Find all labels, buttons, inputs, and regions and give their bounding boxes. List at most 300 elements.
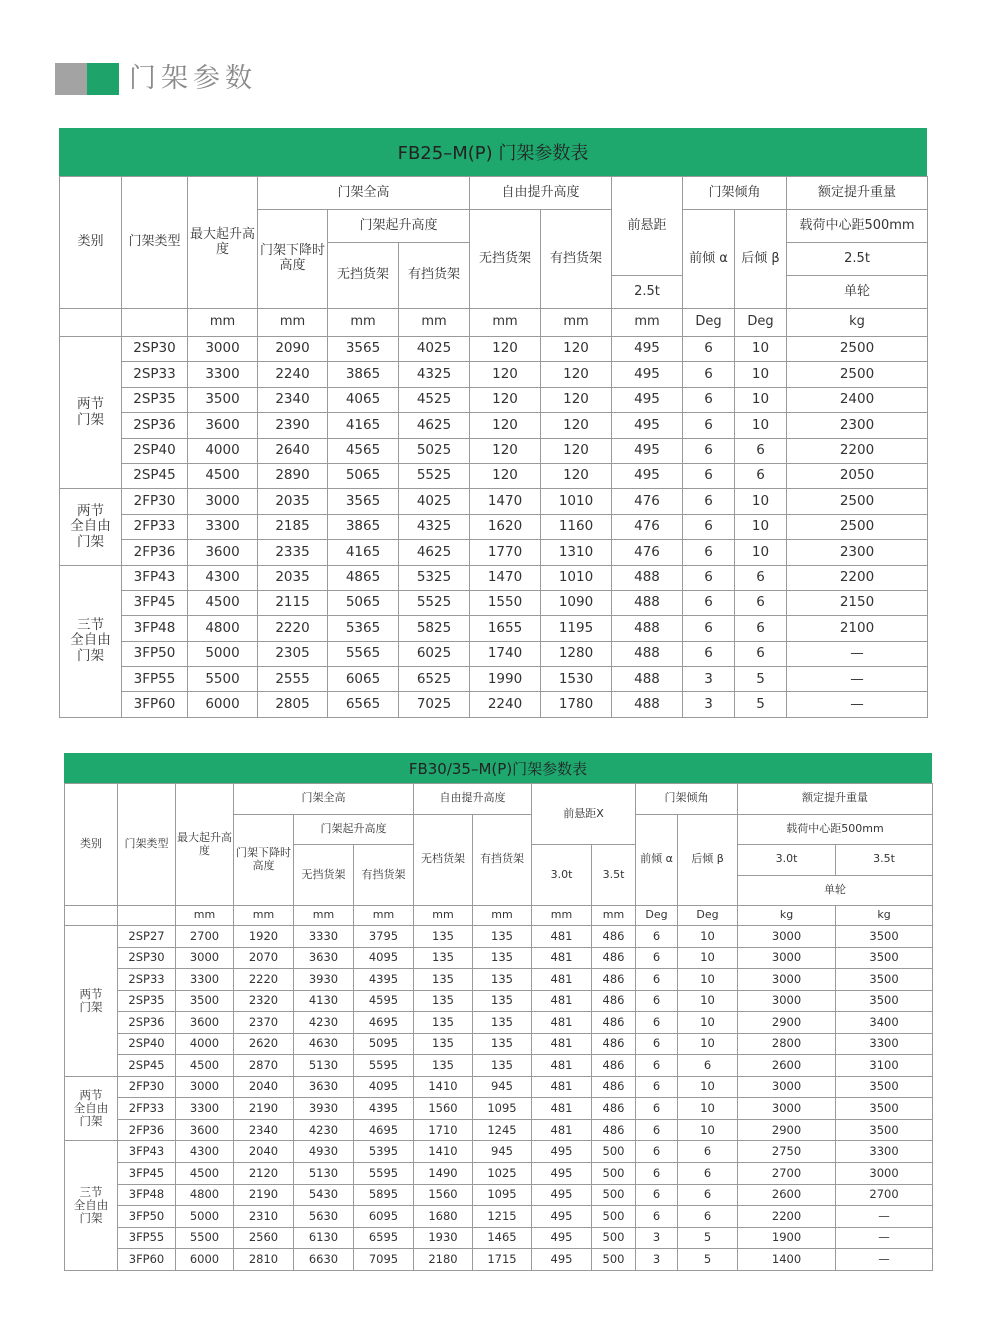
value-cell: 488	[612, 616, 683, 641]
value-cell: 6595	[354, 1227, 414, 1249]
value-cell: 4565	[328, 438, 399, 463]
title-green-block	[87, 63, 119, 95]
value-cell: 486	[592, 1119, 636, 1141]
value-cell: 2190	[234, 1098, 294, 1120]
value-cell: 476	[612, 489, 683, 514]
unit-cell: mm	[328, 309, 399, 337]
value-cell: 4095	[354, 947, 414, 969]
header-wheel: 单轮	[738, 875, 933, 906]
value-cell: 2120	[234, 1163, 294, 1185]
value-cell: 3500	[836, 1098, 933, 1120]
value-cell: 2500	[787, 337, 928, 362]
value-cell: 4165	[328, 413, 399, 438]
value-cell: 495	[612, 337, 683, 362]
header-free-lift: 自由提升高度	[470, 177, 612, 210]
unit-cell: mm	[470, 309, 541, 337]
header-max-lift: 最大起升高度	[188, 177, 258, 309]
value-cell: 4395	[354, 1098, 414, 1120]
mast-type-cell: 3FP43	[118, 1141, 176, 1163]
value-cell: 6	[636, 1055, 678, 1077]
value-cell: 2320	[234, 990, 294, 1012]
value-cell: 500	[592, 1249, 636, 1271]
header-category: 类别	[65, 784, 118, 906]
header-mast-type: 门架类型	[122, 177, 188, 309]
value-cell: 1560	[414, 1184, 473, 1206]
value-cell: 495	[612, 413, 683, 438]
value-cell: 2900	[738, 1119, 836, 1141]
value-cell: 495	[532, 1206, 592, 1228]
mast-type-cell: 2SP35	[118, 990, 176, 1012]
value-cell: 3565	[328, 337, 399, 362]
unit-cell: mm	[473, 906, 532, 926]
section-header	[55, 62, 257, 96]
value-cell: 2340	[258, 387, 328, 412]
value-cell: 3300	[836, 1141, 933, 1163]
value-cell: 10	[678, 990, 738, 1012]
value-cell: 4695	[354, 1012, 414, 1034]
value-cell: 2200	[787, 438, 928, 463]
value-cell: 1680	[414, 1206, 473, 1228]
value-cell: 3000	[738, 969, 836, 991]
value-cell: 2100	[787, 616, 928, 641]
value-cell: 2700	[176, 926, 234, 948]
value-cell: 4930	[294, 1141, 354, 1163]
header-mast-height: 门架全高	[234, 784, 414, 815]
header-front-overhang: 前悬距X	[532, 784, 636, 845]
header-capacity-load-b: 3.5t	[836, 845, 933, 876]
value-cell: 1410	[414, 1141, 473, 1163]
value-cell: 5365	[328, 616, 399, 641]
value-cell: 4800	[176, 1184, 234, 1206]
mast-type-cell: 2SP36	[118, 1012, 176, 1034]
header-tilt: 门架倾角	[636, 784, 738, 815]
value-cell: 120	[541, 413, 612, 438]
value-cell: 3330	[294, 926, 354, 948]
value-cell: 2555	[258, 667, 328, 692]
value-cell: 486	[592, 1033, 636, 1055]
value-cell: 5430	[294, 1184, 354, 1206]
value-cell: 120	[470, 463, 541, 488]
header-rated-capacity: 额定提升重量	[738, 784, 933, 815]
value-cell: 6	[683, 463, 735, 488]
value-cell: 3500	[836, 969, 933, 991]
value-cell: 495	[532, 1163, 592, 1185]
mast-type-cell: 3FP50	[122, 641, 188, 666]
table-row	[65, 1163, 933, 1185]
table-row	[65, 947, 933, 969]
value-cell: 945	[473, 1141, 532, 1163]
value-cell: 3000	[176, 1076, 234, 1098]
group-label: 三节 全自由 门架	[60, 565, 122, 717]
header-raised-height: 门架起升高度	[328, 210, 470, 243]
value-cell: 488	[612, 667, 683, 692]
value-cell: 5525	[399, 590, 470, 615]
value-cell: 3	[683, 692, 735, 717]
value-cell: 481	[532, 1119, 592, 1141]
value-cell: 6	[636, 1141, 678, 1163]
value-cell: 2200	[787, 565, 928, 590]
value-cell: 6	[636, 1184, 678, 1206]
table-row	[65, 1141, 933, 1163]
value-cell: 120	[541, 438, 612, 463]
value-cell: 1245	[473, 1119, 532, 1141]
value-cell: 3865	[328, 362, 399, 387]
value-cell: 481	[532, 1098, 592, 1120]
value-cell: 3	[636, 1249, 678, 1271]
value-cell: 5500	[176, 1227, 234, 1249]
header-mast-type: 门架类型	[118, 784, 176, 906]
mast-type-cell: 2SP30	[118, 947, 176, 969]
value-cell: 10	[678, 1033, 738, 1055]
value-cell: 5525	[399, 463, 470, 488]
mast-type-cell: 2SP33	[122, 362, 188, 387]
table-row	[65, 1249, 933, 1271]
table-row	[60, 667, 928, 692]
value-cell: 135	[473, 1033, 532, 1055]
table-row	[65, 1076, 933, 1098]
value-cell: 2810	[234, 1249, 294, 1271]
table-row	[60, 413, 928, 438]
value-cell: 1470	[470, 565, 541, 590]
value-cell: 1900	[738, 1227, 836, 1249]
value-cell: 5595	[354, 1055, 414, 1077]
unit-blank	[65, 906, 118, 926]
value-cell: 5395	[354, 1141, 414, 1163]
value-cell: 120	[470, 337, 541, 362]
value-cell: 6	[636, 1076, 678, 1098]
spec-table	[64, 783, 933, 1271]
value-cell: 2200	[738, 1206, 836, 1228]
value-cell: 5	[678, 1227, 738, 1249]
value-cell: 6	[683, 413, 735, 438]
value-cell: 6	[678, 1055, 738, 1077]
value-cell: 6	[735, 641, 787, 666]
value-cell: 3000	[738, 990, 836, 1012]
value-cell: 3565	[328, 489, 399, 514]
value-cell: 2035	[258, 565, 328, 590]
value-cell: 1740	[470, 641, 541, 666]
unit-blank	[118, 906, 176, 926]
value-cell: 6	[636, 969, 678, 991]
value-cell: —	[787, 641, 928, 666]
unit-cell: mm	[612, 309, 683, 337]
value-cell: 6	[683, 362, 735, 387]
header-with-guard: 有挡货架	[354, 845, 414, 906]
value-cell: 4525	[399, 387, 470, 412]
value-cell: 486	[592, 1012, 636, 1034]
value-cell: 10	[735, 362, 787, 387]
value-cell: 500	[592, 1206, 636, 1228]
value-cell: 2310	[234, 1206, 294, 1228]
table-row	[65, 990, 933, 1012]
table-row	[60, 590, 928, 615]
spec-table	[59, 176, 928, 718]
value-cell: 135	[414, 969, 473, 991]
value-cell: 4130	[294, 990, 354, 1012]
value-cell: 4230	[294, 1119, 354, 1141]
mast-type-cell: 3FP43	[122, 565, 188, 590]
unit-blank	[122, 309, 188, 337]
value-cell: 6	[636, 1012, 678, 1034]
unit-cell: Deg	[735, 309, 787, 337]
value-cell: 488	[612, 692, 683, 717]
value-cell: 2640	[258, 438, 328, 463]
value-cell: 1780	[541, 692, 612, 717]
value-cell: 495	[612, 438, 683, 463]
unit-cell: mm	[399, 309, 470, 337]
value-cell: 5	[678, 1249, 738, 1271]
mast-type-cell: 2SP33	[118, 969, 176, 991]
value-cell: 945	[473, 1076, 532, 1098]
value-cell: 4065	[328, 387, 399, 412]
unit-cell: kg	[787, 309, 928, 337]
table-row	[60, 565, 928, 590]
section-title: 门架参数	[129, 63, 257, 94]
fb25-mast-table	[59, 128, 927, 718]
value-cell: 4165	[328, 540, 399, 565]
value-cell: 1310	[541, 540, 612, 565]
value-cell: 1920	[234, 926, 294, 948]
header-tilt-back: 后倾 β	[678, 814, 738, 906]
value-cell: 1465	[473, 1227, 532, 1249]
mast-type-cell: 3FP45	[122, 590, 188, 615]
table-row	[60, 540, 928, 565]
header-lowered-height: 门架下降时高度	[258, 210, 328, 309]
value-cell: 1560	[414, 1098, 473, 1120]
value-cell: 4000	[188, 438, 258, 463]
value-cell: 6	[683, 489, 735, 514]
value-cell: 5	[735, 667, 787, 692]
value-cell: 120	[541, 362, 612, 387]
header-free-no-guard: 无挡货架	[470, 210, 541, 309]
unit-cell: mm	[258, 309, 328, 337]
value-cell: 481	[532, 1076, 592, 1098]
value-cell: 2335	[258, 540, 328, 565]
value-cell: 10	[735, 387, 787, 412]
value-cell: 488	[612, 641, 683, 666]
value-cell: 5130	[294, 1055, 354, 1077]
value-cell: 6630	[294, 1249, 354, 1271]
header-overhang-load: 2.5t	[612, 276, 683, 309]
value-cell: 4500	[176, 1055, 234, 1077]
header-capacity-load-a: 3.0t	[738, 845, 836, 876]
value-cell: 3795	[354, 926, 414, 948]
value-cell: 4025	[399, 489, 470, 514]
value-cell: 3500	[176, 990, 234, 1012]
table-row	[60, 362, 928, 387]
value-cell: 2115	[258, 590, 328, 615]
value-cell: 2150	[787, 590, 928, 615]
value-cell: 2240	[258, 362, 328, 387]
header-overhang-load-b: 3.5t	[592, 845, 636, 906]
header-rated-capacity: 额定提升重量	[787, 177, 928, 210]
value-cell: 2040	[234, 1076, 294, 1098]
value-cell: —	[836, 1227, 933, 1249]
value-cell: 120	[541, 387, 612, 412]
value-cell: 2600	[738, 1184, 836, 1206]
header-max-lift: 最大起升高度	[176, 784, 234, 906]
mast-type-cell: 2SP30	[122, 337, 188, 362]
value-cell: 2220	[258, 616, 328, 641]
value-cell: 4625	[399, 413, 470, 438]
value-cell: 135	[414, 926, 473, 948]
value-cell: 1410	[414, 1076, 473, 1098]
value-cell: 486	[592, 969, 636, 991]
value-cell: 5130	[294, 1163, 354, 1185]
value-cell: 486	[592, 990, 636, 1012]
value-cell: 10	[735, 540, 787, 565]
header-no-guard: 无挡货架	[294, 845, 354, 906]
mast-type-cell: 2SP45	[122, 463, 188, 488]
value-cell: 10	[735, 337, 787, 362]
table-row	[60, 337, 928, 362]
value-cell: 6	[636, 926, 678, 948]
value-cell: 6	[735, 463, 787, 488]
table-row	[60, 463, 928, 488]
value-cell: 3000	[738, 1098, 836, 1120]
header-raised-height: 门架起升高度	[294, 814, 414, 845]
value-cell: 2400	[787, 387, 928, 412]
value-cell: 481	[532, 947, 592, 969]
value-cell: 486	[592, 1098, 636, 1120]
value-cell: 6130	[294, 1227, 354, 1249]
value-cell: 3300	[176, 1098, 234, 1120]
value-cell: 2035	[258, 489, 328, 514]
value-cell: —	[787, 692, 928, 717]
value-cell: 2390	[258, 413, 328, 438]
value-cell: 481	[532, 969, 592, 991]
value-cell: 5000	[188, 641, 258, 666]
value-cell: 5	[735, 692, 787, 717]
value-cell: 120	[541, 463, 612, 488]
value-cell: 2750	[738, 1141, 836, 1163]
value-cell: 1095	[473, 1184, 532, 1206]
value-cell: 4865	[328, 565, 399, 590]
value-cell: 495	[612, 362, 683, 387]
table-row	[65, 1119, 933, 1141]
value-cell: 1095	[473, 1098, 532, 1120]
value-cell: 3400	[836, 1012, 933, 1034]
value-cell: 10	[678, 1119, 738, 1141]
unit-cell: Deg	[683, 309, 735, 337]
value-cell: 481	[532, 990, 592, 1012]
header-load-center: 载荷中心距500mm	[787, 210, 928, 243]
value-cell: 3500	[836, 990, 933, 1012]
value-cell: 5325	[399, 565, 470, 590]
value-cell: 495	[612, 387, 683, 412]
value-cell: 6065	[328, 667, 399, 692]
value-cell: 476	[612, 540, 683, 565]
mast-type-cell: 3FP60	[118, 1249, 176, 1271]
value-cell: 6525	[399, 667, 470, 692]
table-row	[65, 1055, 933, 1077]
value-cell: 6	[683, 514, 735, 539]
value-cell: 4095	[354, 1076, 414, 1098]
header-with-guard: 有挡货架	[399, 243, 470, 309]
value-cell: 4800	[188, 616, 258, 641]
value-cell: 6	[636, 1098, 678, 1120]
mast-type-cell: 3FP50	[118, 1206, 176, 1228]
table-row	[65, 1012, 933, 1034]
value-cell: 500	[592, 1141, 636, 1163]
title-grey-block	[55, 63, 87, 95]
value-cell: 4500	[188, 590, 258, 615]
value-cell: —	[787, 667, 928, 692]
header-load-center: 载荷中心距500mm	[738, 814, 933, 845]
header-no-guard: 无挡货架	[328, 243, 399, 309]
value-cell: 2190	[234, 1184, 294, 1206]
table-row	[60, 387, 928, 412]
value-cell: 481	[532, 926, 592, 948]
value-cell: 6	[678, 1141, 738, 1163]
value-cell: 5825	[399, 616, 470, 641]
value-cell: 3300	[188, 362, 258, 387]
unit-blank	[60, 309, 122, 337]
value-cell: 2500	[787, 489, 928, 514]
value-cell: 4625	[399, 540, 470, 565]
value-cell: 4325	[399, 362, 470, 387]
value-cell: 1470	[470, 489, 541, 514]
value-cell: 495	[612, 463, 683, 488]
value-cell: 486	[592, 947, 636, 969]
mast-type-cell: 2FP33	[118, 1098, 176, 1120]
value-cell: 10	[735, 413, 787, 438]
value-cell: 3500	[836, 926, 933, 948]
value-cell: 2700	[836, 1184, 933, 1206]
value-cell: 2700	[738, 1163, 836, 1185]
unit-cell: mm	[294, 906, 354, 926]
header-tilt-front: 前倾 α	[683, 210, 735, 309]
value-cell: 4500	[176, 1163, 234, 1185]
value-cell: 3000	[836, 1163, 933, 1185]
unit-cell: mm	[592, 906, 636, 926]
value-cell: 135	[414, 990, 473, 1012]
value-cell: —	[836, 1249, 933, 1271]
unit-cell: kg	[836, 906, 933, 926]
group-label: 两节 门架	[65, 926, 118, 1077]
value-cell: 3000	[738, 947, 836, 969]
value-cell: 5025	[399, 438, 470, 463]
value-cell: 135	[414, 1033, 473, 1055]
value-cell: 6095	[354, 1206, 414, 1228]
value-cell: 2300	[787, 540, 928, 565]
value-cell: 3600	[176, 1119, 234, 1141]
value-cell: 2500	[787, 362, 928, 387]
value-cell: 2090	[258, 337, 328, 362]
value-cell: 6	[683, 540, 735, 565]
value-cell: 3000	[188, 489, 258, 514]
header-tilt: 门架倾角	[683, 177, 787, 210]
header-free-no-guard: 无档货架	[414, 814, 473, 906]
group-label: 两节 全自由 门架	[65, 1076, 118, 1141]
unit-cell: mm	[354, 906, 414, 926]
value-cell: 1490	[414, 1163, 473, 1185]
value-cell: 6	[735, 616, 787, 641]
value-cell: 3500	[188, 387, 258, 412]
value-cell: 10	[678, 947, 738, 969]
value-cell: 5065	[328, 463, 399, 488]
value-cell: 3600	[188, 540, 258, 565]
value-cell: 3	[636, 1227, 678, 1249]
value-cell: 6	[678, 1163, 738, 1185]
table-row	[65, 1033, 933, 1055]
value-cell: 3000	[188, 337, 258, 362]
value-cell: 500	[592, 1184, 636, 1206]
value-cell: 1400	[738, 1249, 836, 1271]
value-cell: 120	[470, 438, 541, 463]
header-tilt-front: 前倾 α	[636, 814, 678, 906]
value-cell: 6	[636, 1033, 678, 1055]
